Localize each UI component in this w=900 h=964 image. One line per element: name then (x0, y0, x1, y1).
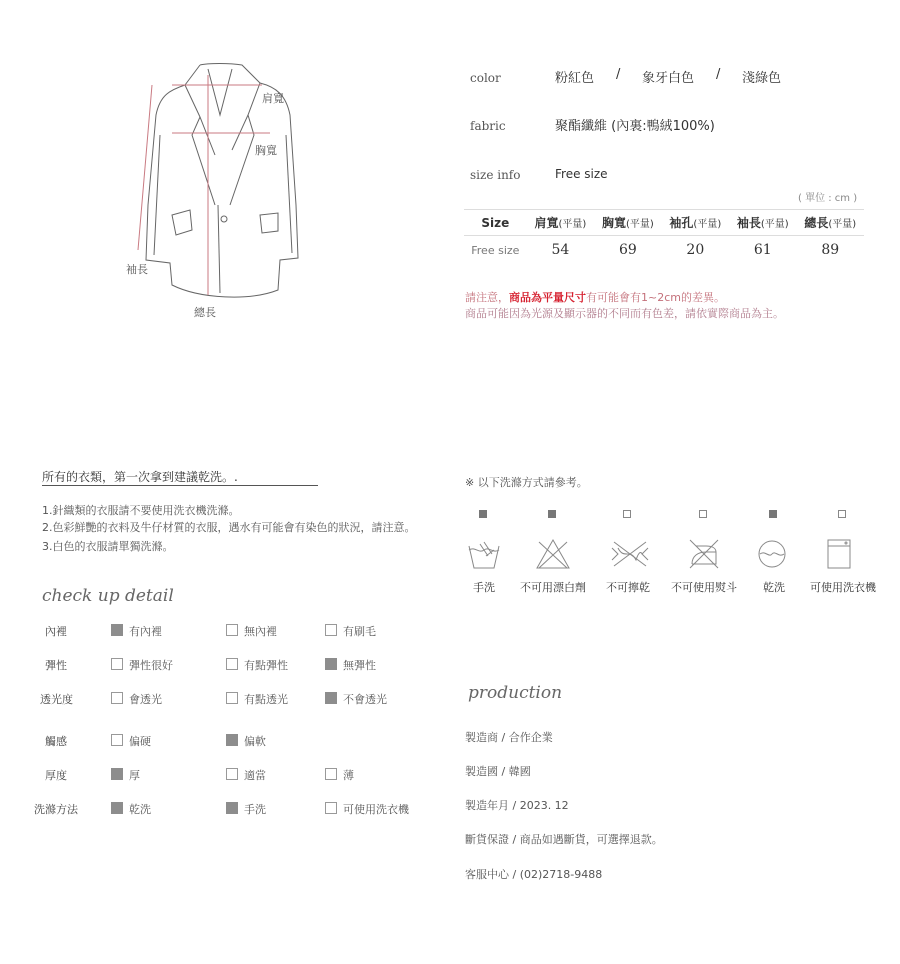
wash-label: 乾洗 (763, 581, 785, 594)
no-iron-icon (686, 538, 722, 574)
production-guarantee: 斷貨保證 / 商品如遇斷貨，可選擇退款。 (465, 833, 663, 846)
color-separator-1: / (616, 67, 621, 82)
detail-option-label: 會透光 (129, 693, 162, 706)
detail-option-label: 偏軟 (244, 735, 266, 748)
dry-clean-icon (756, 538, 788, 574)
detail-checkbox (111, 734, 123, 746)
size-cell-armhole: 20 (686, 242, 705, 258)
detail-option-label: 厚 (129, 769, 140, 782)
care-item-2: 2.色彩鮮艷的衣料及牛仔材質的衣服，遇水有可能會有染色的狀況，請注意。 (42, 521, 416, 534)
production-service: 客服中心 / (02)2718-9488 (465, 868, 603, 881)
detail-option-label: 有刷毛 (343, 625, 376, 638)
detail-checkbox (226, 768, 238, 780)
wash-indicator (623, 510, 631, 518)
size-info-value: Free size (555, 167, 608, 181)
size-header-cell: 胸寬(平量) (594, 210, 661, 236)
wash-indicator (479, 510, 487, 518)
detail-checkbox (111, 692, 123, 704)
detail-checkbox (325, 658, 337, 670)
detail-row-label: 厚度 (45, 769, 67, 782)
detail-option-label: 手洗 (244, 803, 266, 816)
size-header-cell: Size (464, 210, 527, 236)
size-cell-shoulder: 54 (551, 242, 570, 258)
detail-checkbox (226, 734, 238, 746)
care-title-underline (42, 485, 318, 486)
length-label: 總長 (194, 306, 216, 319)
unit-note: ( 單位 : cm ) (798, 193, 858, 204)
jacket-sketch-icon (120, 55, 320, 325)
color-option-1: 粉紅色 (555, 71, 595, 86)
size-header-cell: 袖長(平量) (729, 210, 796, 236)
detail-option-label: 有點彈性 (244, 659, 288, 672)
detail-option-label: 乾洗 (129, 803, 151, 816)
size-table (464, 209, 864, 262)
detail-checkbox (111, 768, 123, 780)
wash-indicator (548, 510, 556, 518)
detail-checkbox (111, 658, 123, 670)
washing-machine-icon (825, 538, 853, 574)
table-row (464, 236, 864, 263)
color-option-2: 象牙白色 (642, 71, 695, 86)
detail-row-label: 彈性 (45, 659, 67, 672)
detail-checkbox (226, 802, 238, 814)
detail-option-label: 可使用洗衣機 (343, 803, 409, 816)
fabric-key: fabric (470, 119, 506, 133)
size-cell-chest: 69 (618, 242, 637, 258)
detail-row-label: 內裡 (45, 625, 67, 638)
care-item-1: 1.針織類的衣服請不要使用洗衣機洗滌。 (42, 504, 240, 517)
detail-option-label: 適當 (244, 769, 266, 782)
detail-checkbox (325, 692, 337, 704)
measurement-notice: 請注意，商品為平量尺寸有可能會有1~2cm的差異。 (465, 291, 725, 304)
detail-checkbox (325, 768, 337, 780)
size-header-cell: 袖孔(平量) (662, 210, 729, 236)
size-header-cell: 肩寬(平量) (527, 210, 594, 236)
wash-label: 不可使用熨斗 (671, 581, 737, 594)
size-table-header-row (464, 210, 864, 236)
color-separator-2: / (716, 67, 721, 82)
hand-wash-icon (466, 538, 502, 574)
wash-label: 不可用漂白劑 (520, 581, 586, 594)
color-notice: 商品可能因為光源及顯示器的不同而有色差，請依實際商品為主。 (465, 307, 784, 320)
detail-option-label: 無內裡 (244, 625, 277, 638)
wash-title: ※ 以下洗滌方式請參考。 (465, 476, 588, 489)
detail-row-label: 觸感 (45, 735, 67, 748)
shoulder-label: 肩寬 (262, 92, 284, 105)
size-header-cell: 總長(平量) (797, 210, 865, 236)
size-cell-sleeve: 61 (753, 242, 772, 258)
detail-row-label: 洗滌方法 (34, 803, 78, 816)
detail-option-label: 薄 (343, 769, 354, 782)
detail-option-label: 無彈性 (343, 659, 376, 672)
detail-option-label: 偏硬 (129, 735, 151, 748)
chest-label: 胸寬 (255, 144, 277, 157)
wash-label: 可使用洗衣機 (810, 581, 876, 594)
detail-option-label: 不會透光 (343, 693, 387, 706)
detail-option-label: 彈性很好 (129, 659, 173, 672)
sleeve-label: 袖長 (126, 263, 148, 276)
detail-option-label: 有點透光 (244, 693, 288, 706)
detail-checkbox (325, 624, 337, 636)
production-country: 製造國 / 韓國 (465, 765, 531, 778)
wash-indicator (699, 510, 707, 518)
production-title: production (468, 683, 563, 703)
size-cell-name: Free size (471, 243, 520, 257)
color-key: color (470, 71, 501, 85)
wash-label: 手洗 (473, 581, 495, 594)
detail-title: check up detail (42, 586, 174, 606)
production-maker: 製造商 / 合作企業 (465, 731, 553, 744)
no-bleach-icon (535, 538, 571, 574)
size-cell-length: 89 (821, 242, 840, 258)
wash-label: 不可擰乾 (606, 581, 650, 594)
fabric-value: 聚酯纖維 (內裏:鴨絨100%) (555, 119, 715, 134)
production-date: 製造年月 / 2023. 12 (465, 799, 569, 812)
detail-checkbox (111, 624, 123, 636)
detail-option-label: 有內裡 (129, 625, 162, 638)
detail-checkbox (226, 692, 238, 704)
no-wring-icon (610, 538, 650, 574)
detail-row-label: 透光度 (40, 693, 73, 706)
wash-indicator (769, 510, 777, 518)
detail-checkbox (325, 802, 337, 814)
detail-checkbox (226, 624, 238, 636)
detail-checkbox (111, 802, 123, 814)
jacket-diagram (120, 55, 320, 325)
color-option-3: 淺綠色 (742, 71, 782, 86)
size-info-key: size info (470, 168, 521, 182)
care-title: 所有的衣類，第一次拿到建議乾洗。. (42, 470, 238, 484)
detail-checkbox (226, 658, 238, 670)
care-item-3: 3.白色的衣服請單獨洗滌。 (42, 540, 174, 553)
wash-indicator (838, 510, 846, 518)
